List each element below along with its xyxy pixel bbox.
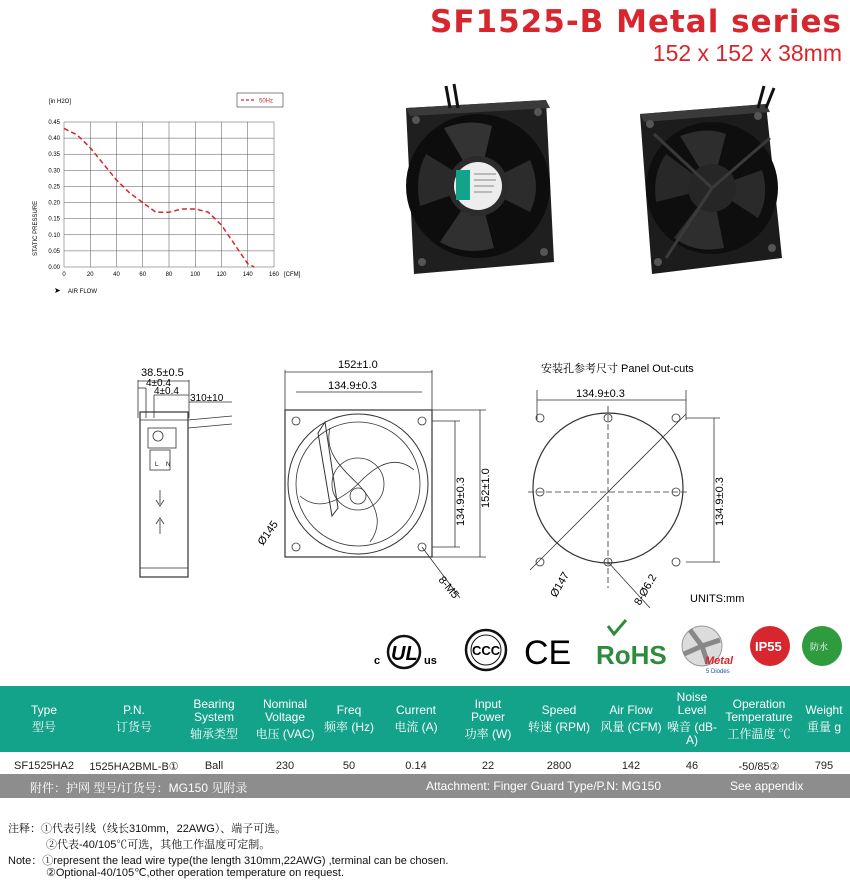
header-en: Nominal Voltage [262,696,307,724]
dim-frame-width: 152±1.0 [338,359,378,371]
x-axis-label: AIR FLOW [68,289,98,295]
header-cn: 转速 (RPM) [528,720,590,734]
header-en: Input Power [470,696,505,724]
fan-front-photo [406,84,554,274]
spec-table [0,686,850,780]
header-en: Freq [336,703,362,717]
spec-header-1 [88,686,180,752]
table-cell: 46 [685,760,699,772]
terminal-n: N [166,462,171,468]
rohs-text: RoHS [596,640,667,670]
dim-depth: 38.5±0.5 [141,367,184,379]
header-en: P.N. [123,703,145,717]
x-tick-label: 20 [86,272,94,278]
y-tick-label: 0.40 [48,136,60,143]
header-cn: 功率 (W) [464,726,512,741]
attachment-bar [0,774,850,798]
waterproof-text: 防水 [810,642,829,652]
dim-hole-pitch-x: 134.9±0.3 [328,380,377,392]
panel-title: 安装孔参考尺寸 Panel Out-cuts [541,363,694,375]
y-tick-label: 0.30 [48,168,60,175]
dim-panel-pitch-y: 134.9±0.3 [714,477,726,526]
x-tick-label: 0 [62,272,66,278]
header-cn: 噪音 (dB-A) [666,720,717,747]
x-unit-label: [CFM] [284,272,301,278]
header-en: Noise Level [676,690,708,717]
spec-header-0 [0,686,88,752]
note-cn-label: 注释： [8,823,41,835]
spec-header-3 [248,686,322,752]
spec-header-11 [798,686,850,752]
y-tick-label: 0.25 [48,184,60,191]
technical-drawings [0,358,850,618]
header-cn: 电压 (VAC) [255,726,315,741]
metal-logo [682,626,734,675]
note-en-label: Note： [8,855,43,867]
product-photo [354,78,850,300]
dim-panel-mount: 8-Ø6.2 [632,572,660,608]
header-cn: 频率 (Hz) [324,720,374,734]
dim-flange-2: 4±0.4 [154,386,179,397]
x-tick-label: 60 [139,272,147,278]
certification-logos [374,618,850,686]
table-cell: Ball [204,760,224,772]
ul-logo [374,636,437,668]
header-en: Speed [541,703,577,717]
y-tick-label: 0.20 [48,200,60,207]
dim-venturi: Ø145 [255,518,281,548]
spec-header-9 [664,686,720,752]
table-cell: SF1525HA2 [14,760,74,772]
dim-panel-hole: Ø147 [548,570,573,600]
waterproof-logo [802,626,842,666]
dim-mount-holes: 8-M5 [435,574,462,602]
metal-text: Metal [705,655,734,667]
page-title: SF1525-B Metal series [430,4,842,40]
dim-frame-height: 152±1.0 [480,468,492,508]
header-cn: 重量 g [806,720,841,734]
header-en: Type [30,703,57,717]
header-cn: 轴承类型 [189,726,238,741]
fan-back-photo [640,86,782,274]
header-cn: 订货号 [115,720,152,734]
spec-header-5 [376,686,456,752]
header-en: Operation Temperature [725,696,793,724]
units-label: UNITS:mm [690,593,745,605]
side-view-drawing [138,380,232,577]
spec-header-2 [180,686,248,752]
table-cell: 230 [275,760,295,772]
table-cell: 1525HA2BML-B① [89,760,179,773]
note-cn-1 [8,820,286,836]
table-cell: 0.14 [405,760,427,772]
x-tick-label: 120 [216,272,227,278]
dim-lead: 310±10 [190,393,224,404]
ul-prefix: c [374,655,381,667]
x-tick-label: 100 [190,272,201,278]
ul-suffix: us [424,655,437,667]
spec-header-4 [322,686,376,752]
header-en: Air Flow [609,703,653,717]
ce-logo: CE [524,634,572,672]
ccc-logo [466,630,506,670]
note-en-2: ②Optional-40/105℃,other operation temperature on request. [46,867,345,879]
table-cell: 2800 [546,760,572,772]
spec-header-6 [456,686,520,752]
table-cell: 142 [621,760,641,772]
terminal-l: L [155,462,159,468]
x-tick-label: 140 [242,272,253,278]
x-axis-arrow: ➤ [54,286,61,295]
table-cell: -50/85② [738,760,780,773]
ip55-logo [750,626,790,666]
header-en: Current [395,703,436,717]
spec-header-8 [598,686,664,752]
header-cn: 风量 (CFM) [600,720,662,734]
header-cn: 工作温度 ℃ [727,726,791,741]
y-tick-label: 0.15 [48,216,60,223]
spec-header-7 [520,686,598,752]
attachment-appendix: See appendix [730,779,804,793]
curve-50hz [64,128,254,267]
table-cell: 50 [342,760,356,772]
table-cell: 22 [481,760,495,772]
header-cn: 型号 [31,720,56,734]
ul-mark: UL [391,643,418,665]
y-tick-label: 0.35 [48,152,60,159]
x-tick-label: 80 [165,272,173,278]
attachment-en: Attachment: Finger Guard Type/P.N: MG150 [426,779,662,793]
note-cn-1-text: ①代表引线（线长310mm，22AWG）、端子可选。 [41,823,287,835]
dim-flange-1: 4±0.4 [146,378,171,389]
note-en-1-text: ①represent the lead wire type(the length 310mm,22AWG) ,terminal can be chosen. [42,855,449,867]
panel-cutout-drawing [528,390,720,608]
table-cell: 795 [814,760,834,772]
note-cn-2: ②代表-40/105℃可选，其他工作温度可定制。 [46,839,271,851]
y-tick-label: 0.05 [48,248,60,255]
spec-header-10 [720,686,798,752]
y-tick-label: 0.10 [48,232,60,239]
diodes-text: 5 Diodes [706,669,730,675]
ccc-text: CCC [472,643,501,658]
attachment-cn: 附件：护网 型号/订货号：MG150 见附录 [30,781,248,795]
y-tick-label: 0.45 [48,120,60,126]
y-axis-label: STATIC PRESSURE [33,200,39,256]
rohs-logo [596,620,667,670]
ip55-text: IP55 [755,639,782,654]
dim-hole-pitch-y: 134.9±0.3 [455,477,467,526]
header-en: Bearing System [193,696,235,724]
header-cn: 电流 (A) [394,720,438,734]
legend-label: 50Hz [259,98,274,105]
header-en: Weight [805,703,843,717]
dim-panel-pitch-x: 134.9±0.3 [576,388,625,400]
x-tick-label: 160 [268,272,280,278]
x-tick-label: 40 [113,272,120,278]
page-subtitle: 152 x 152 x 38mm [652,40,842,66]
performance-chart [14,86,344,306]
y-unit-label: [in H2O] [49,99,72,105]
y-tick-label: 0.00 [48,265,60,271]
